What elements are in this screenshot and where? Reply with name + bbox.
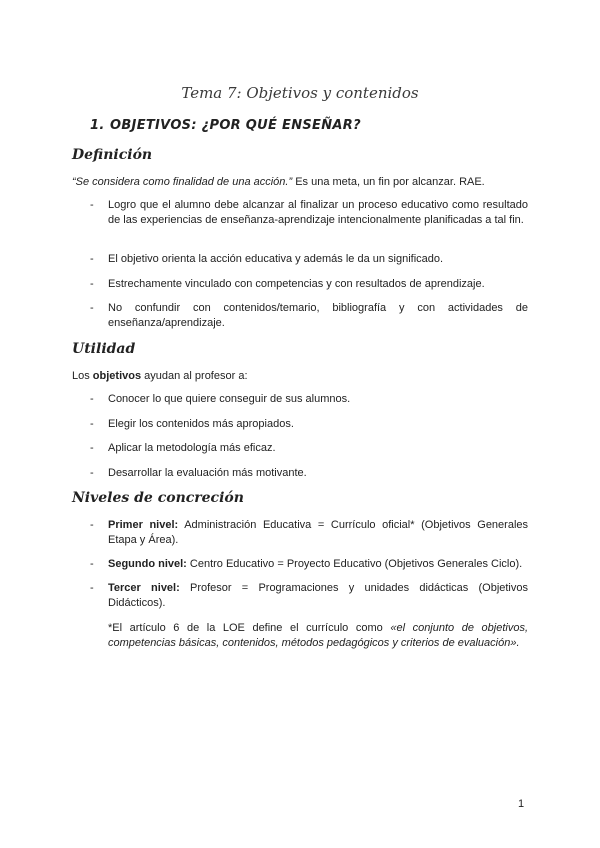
definicion-rest: Es una meta, un fin por alcanzar. RAE. [292, 176, 485, 188]
loe-note [108, 621, 528, 651]
list-item-text: No confundir con contenidos/temario, bibliografía y con actividades de enseñanza/aprendizaje. [108, 302, 528, 329]
utilidad-intro-bold: objetivos [92, 370, 142, 382]
list-item-text: Aplicar la metodología más eficaz. [108, 442, 276, 454]
dash-bullet: - [90, 467, 94, 479]
list-item-text: Logro que el alumno debe alcanzar al finalizar un proceso educativo como resultado de las experiencias de enseñanza-aprendizaje intencionalmente planificadas a tal fin. [108, 199, 528, 226]
list-item-text: Estrechamente vinculado con competencias y con resultados de aprendizaje. [108, 278, 485, 290]
list-item-text: Elegir los contenidos más apropiados. [108, 418, 294, 430]
section-number: 1. [90, 118, 105, 133]
utilidad-intro-pre: Los [72, 370, 93, 382]
nivel-text: Centro Educativo = Proyecto Educativo (Objetivos Generales Ciclo). [186, 558, 523, 570]
list-item-text: Conocer lo que quiere conseguir de sus alumnos. [108, 393, 351, 405]
nivel-label: Primer nivel: [108, 519, 179, 531]
nivel-text: Administración Educativa = Currículo oficial* (Objetivos Generales Etapa y Área). [108, 519, 529, 546]
dash-bullet: - [90, 253, 94, 265]
nivel-text: Profesor = Programaciones y unidades didácticas (Objetivos Didácticos). [108, 582, 528, 609]
utilidad-intro [72, 369, 528, 384]
dash-bullet: - [90, 199, 94, 211]
page-number: 1 [518, 798, 525, 810]
dash-bullet: - [90, 278, 94, 290]
loe-note-text: *El artículo 6 de la LOE define el currículo como [108, 622, 391, 634]
dash-bullet: - [90, 418, 94, 430]
list-item-text [108, 581, 528, 611]
niveles-heading: Niveles de concreción [72, 490, 244, 506]
dash-bullet: - [90, 558, 94, 570]
dash-bullet: - [90, 442, 94, 454]
definicion-paragraph [72, 175, 528, 190]
utilidad-intro-post: ayudan al profesor a: [141, 370, 248, 382]
loe-note-quote: «el conjunto de objetivos, competencias básicas, contenidos, métodos pedagógicos y criterios de evaluación». [108, 622, 528, 649]
nivel-label: Tercer nivel: [108, 582, 180, 594]
list-item-text: Desarrollar la evaluación más motivante. [108, 467, 307, 479]
section-heading [90, 118, 361, 133]
definicion-heading: Definición [72, 147, 153, 163]
utilidad-heading: Utilidad [72, 341, 136, 357]
list-item-text: El objetivo orienta la acción educativa y además le da un significado. [108, 253, 444, 265]
list-item-text [108, 518, 528, 548]
definicion-quote: “Se considera como finalidad de una acción.” [72, 176, 293, 188]
dash-bullet: - [90, 302, 94, 314]
section-heading-text: OBJETIVOS: ¿POR QUÉ ENSEÑAR? [110, 118, 361, 133]
page-title: Tema 7: Objetivos y contenidos [181, 84, 419, 102]
dash-bullet: - [90, 393, 94, 405]
dash-bullet: - [90, 519, 94, 531]
nivel-label: Segundo nivel: [108, 558, 187, 570]
list-item-text [108, 557, 528, 572]
dash-bullet: - [90, 582, 94, 594]
